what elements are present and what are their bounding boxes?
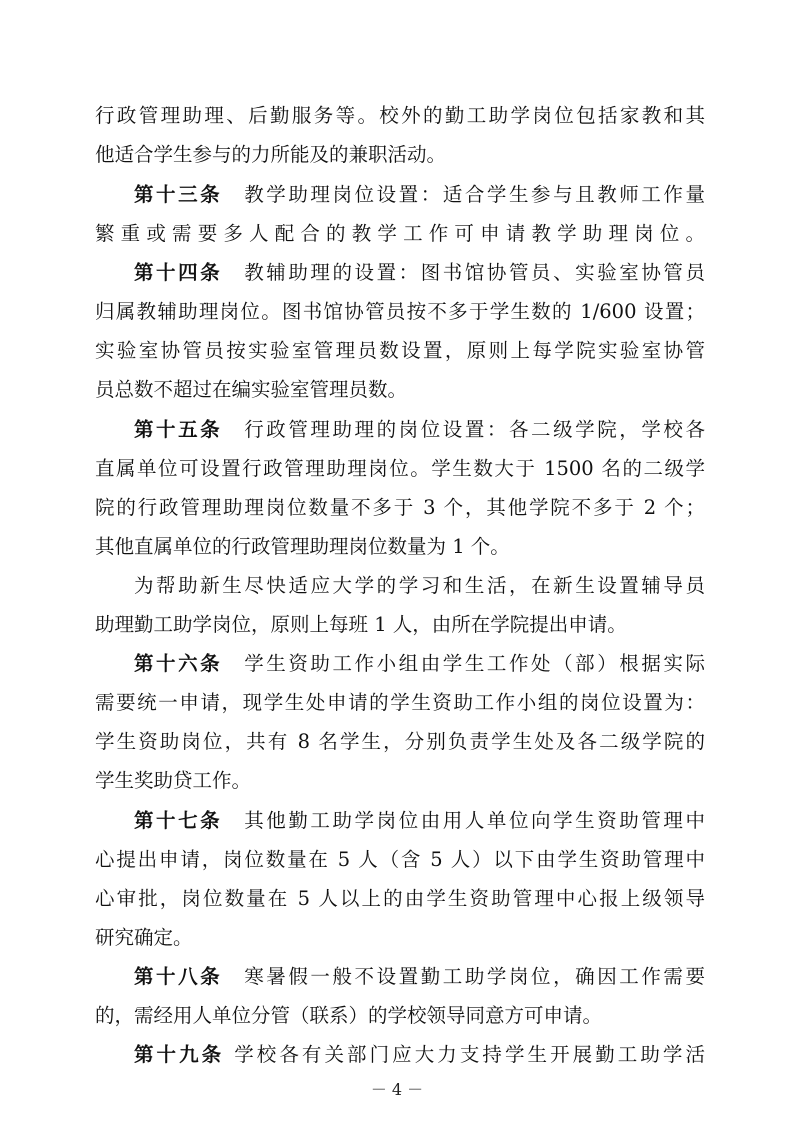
article-15-heading: 第十五条: [134, 418, 223, 441]
text-line: 直属单位可设置行政管理助理岗位。学生数大于 1500 名的二级学: [95, 457, 705, 480]
page-number: － 4 －: [370, 1080, 424, 1099]
text-span: 学生资助工作小组由学生工作处（部）根据实际: [244, 652, 705, 675]
text-line: 行政管理助理、后勤服务等。校外的勤工助学岗位包括家教和其: [95, 104, 705, 127]
article-13-line: [134, 180, 705, 210]
article-15-line: [134, 415, 705, 445]
article-16-heading: 第十六条: [134, 652, 223, 675]
text-line: 他适合学生参与的力所能及的兼职活动。: [95, 143, 447, 166]
text-line: 院的行政管理助理岗位数量不多于 3 个，其他学院不多于 2 个；: [95, 496, 705, 519]
article-18-line: [134, 962, 705, 992]
text-span: 寒暑假一般不设置勤工助学岗位，确因工作需要: [244, 965, 705, 988]
text-line: 归属教辅助理岗位。图书馆协管员按不多于学生数的 1/600 设置；: [95, 300, 705, 323]
text-line: 其他直属单位的行政管理助理岗位数量为 1 个。: [95, 535, 510, 558]
article-13-heading: 第十三条: [134, 183, 223, 206]
text-line: 实验室协管员按实验室管理员数设置，原则上每学院实验室协管: [95, 339, 705, 362]
text-line: 繁重或需要多人配合的教学工作可申请教学助理岗位。: [95, 222, 705, 245]
text-line: 为帮助新生尽快适应大学的学习和生活，在新生设置辅导员: [134, 574, 705, 597]
text-line: 心提出申请，岗位数量在 5 人（含 5 人）以下由学生资助管理中: [95, 848, 705, 871]
text-line: 学生奖助贷工作。: [95, 769, 252, 792]
text-span: 其他勤工助学岗位由用人单位向学生资助管理中: [244, 809, 705, 832]
article-19-heading: 第十九条: [134, 1043, 225, 1066]
article-18-heading: 第十八条: [134, 965, 223, 988]
text-line: 需要统一申请，现学生处申请的学生资助工作小组的岗位设置为：: [95, 691, 705, 714]
text-span: 行政管理助理的岗位设置：各二级学院，学校各: [244, 418, 705, 441]
text-line: 的，需经用人单位分管（联系）的学校领导同意方可申请。: [95, 1004, 603, 1027]
article-14-line: [134, 258, 705, 288]
text-line: 员总数不超过在编实验室管理员数。: [95, 378, 408, 401]
article-16-line: [134, 649, 705, 679]
text-span: 学校各有关部门应大力支持学生开展勤工助学活: [234, 1043, 705, 1066]
text-line: 学生资助岗位，共有 8 名学生，分别负责学生处及各二级学院的: [95, 730, 705, 753]
text-line: 助理勤工助学岗位，原则上每班 1 人，由所在学院提出申请。: [95, 613, 627, 636]
article-17-heading: 第十七条: [134, 809, 223, 832]
text-line: 研究确定。: [95, 926, 193, 949]
article-14-heading: 第十四条: [134, 261, 223, 284]
text-line: 心审批，岗位数量在 5 人以上的由学生资助管理中心报上级领导: [95, 887, 705, 910]
text-span: 教辅助理的设置：图书馆协管员、实验室协管员: [244, 261, 705, 284]
text-span: 教学助理岗位设置：适合学生参与且教师工作量: [244, 183, 705, 206]
article-17-line: [134, 806, 705, 836]
article-19-line: [134, 1040, 705, 1070]
